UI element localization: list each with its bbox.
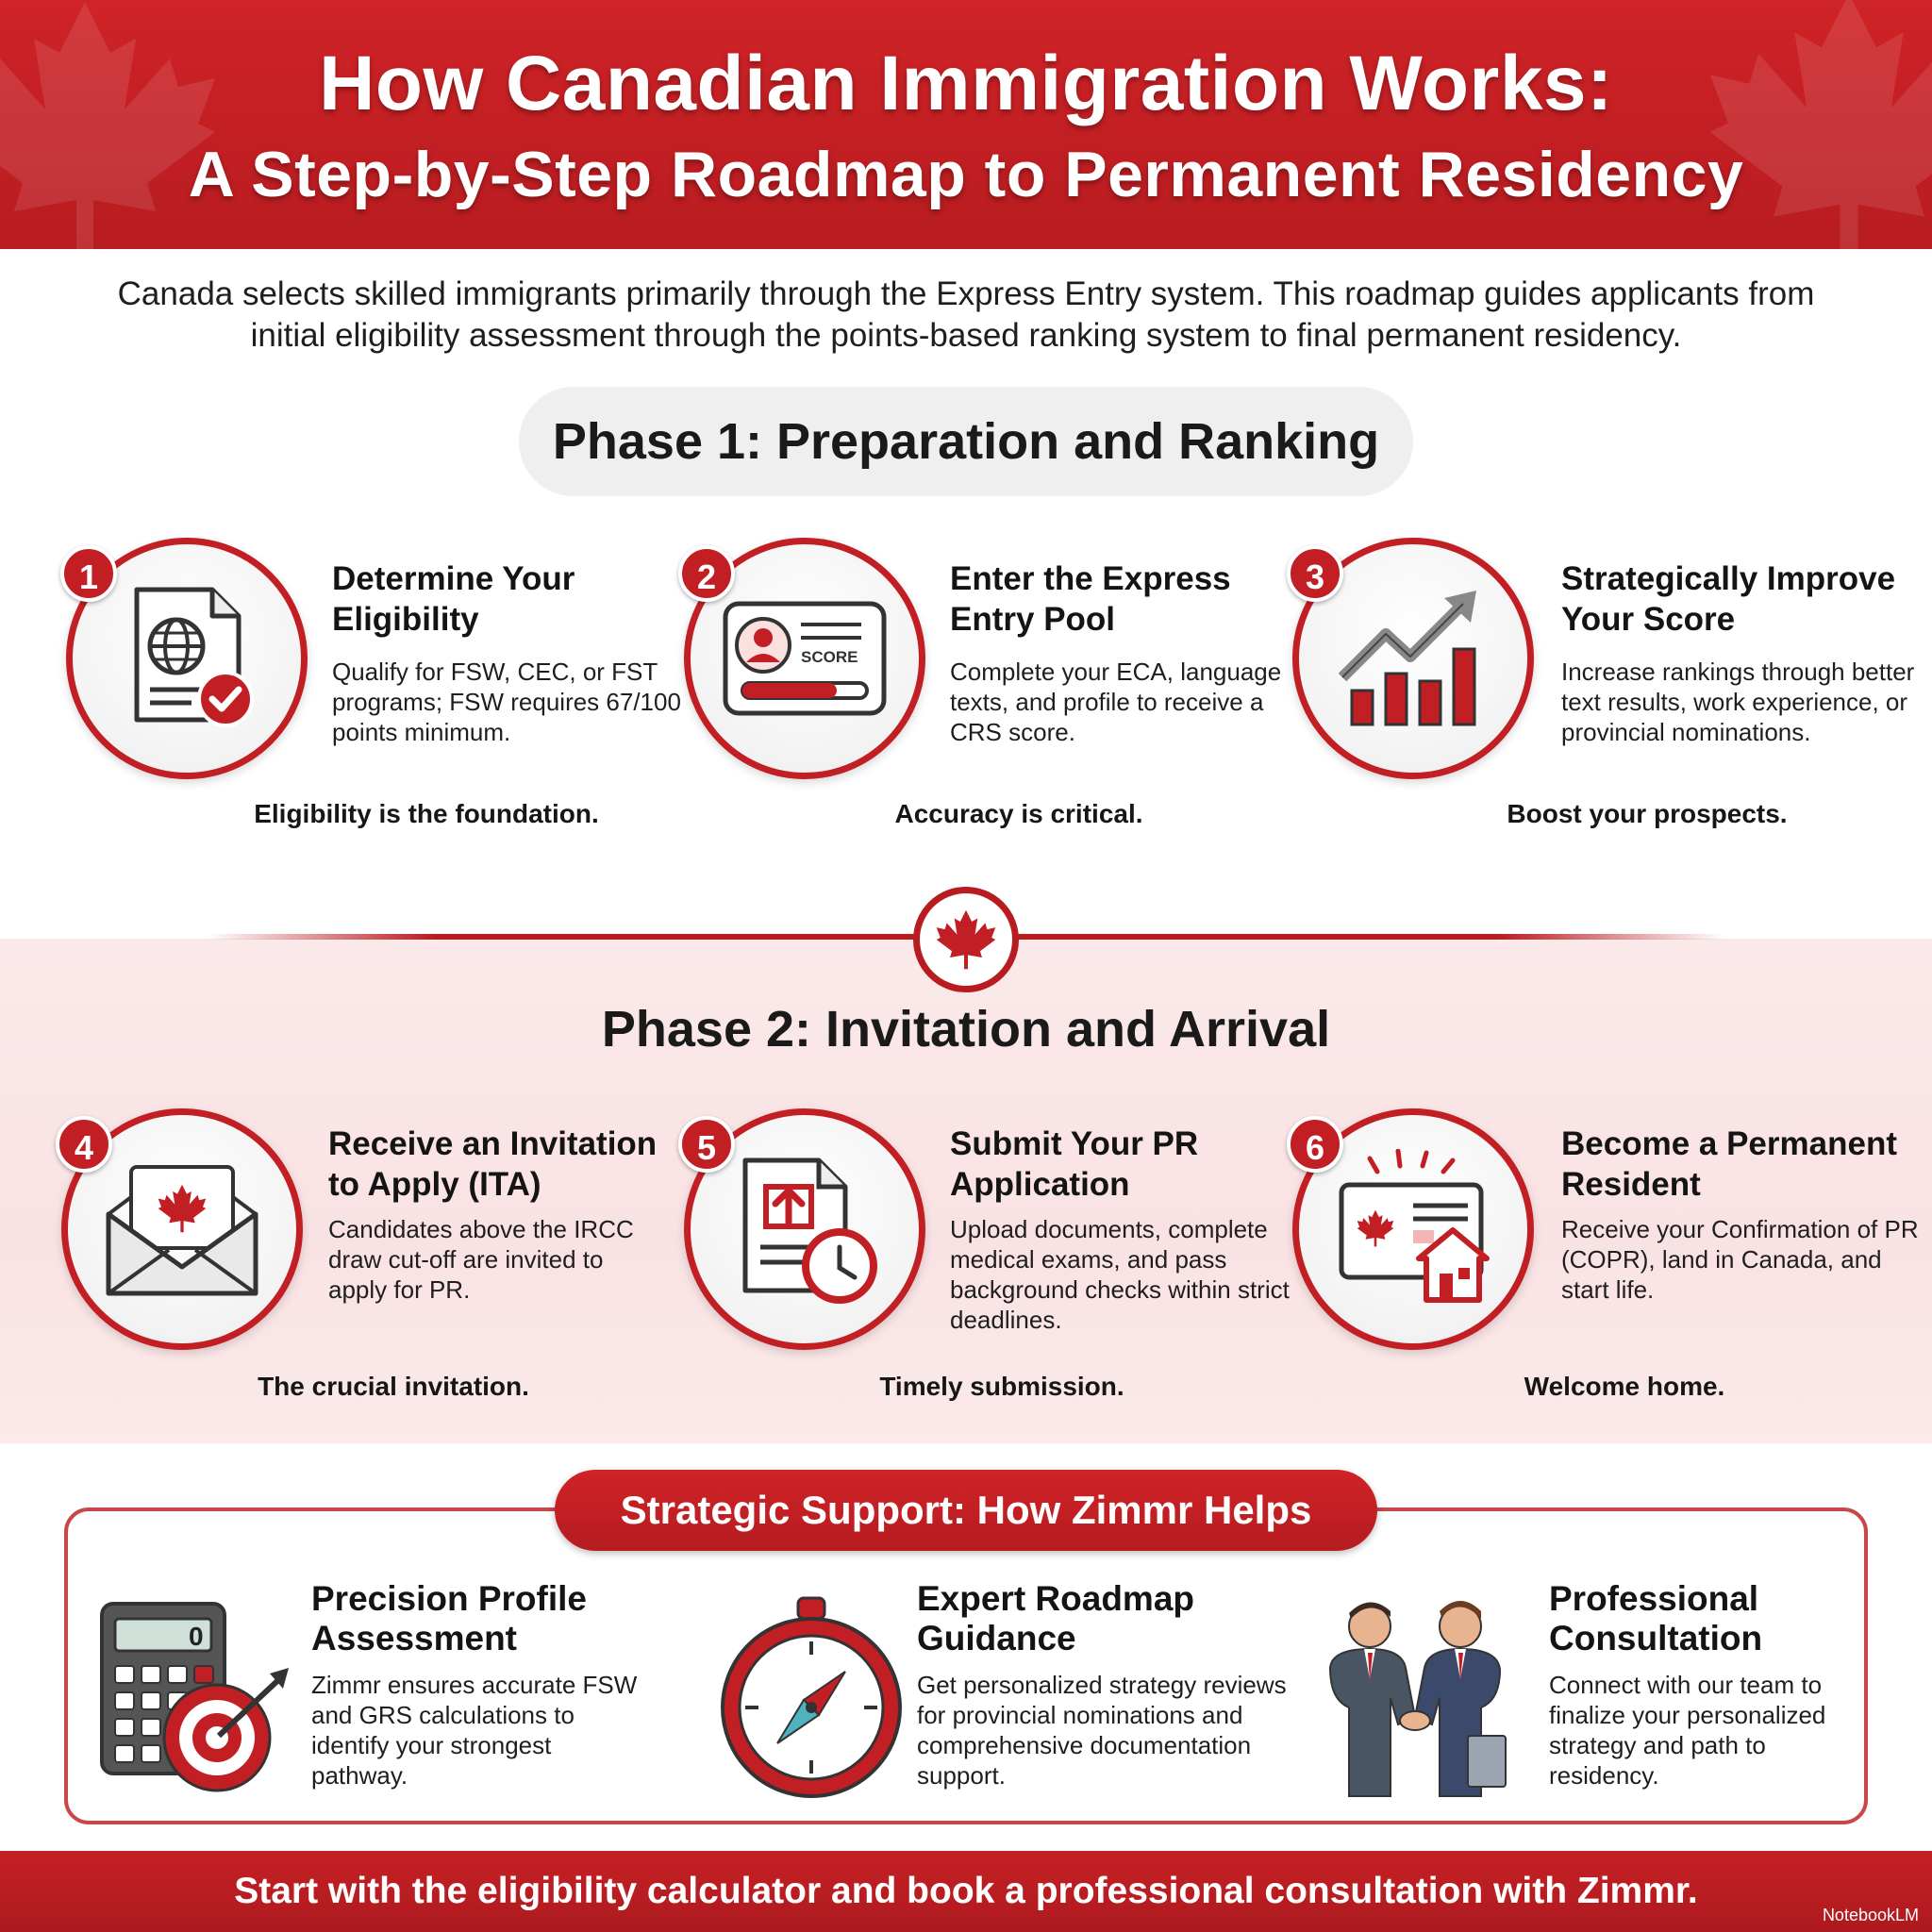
support-item-guidance xyxy=(698,1579,1287,1811)
step-description: Candidates above the IRCC draw cut-off are invited to apply for PR. xyxy=(328,1215,634,1304)
step-tagline: Accuracy is critical. xyxy=(894,799,1143,828)
page-subtitle: A Step-by-Step Roadmap to Permanent Residency xyxy=(188,139,1744,210)
document-upload-clock-icon xyxy=(724,1149,885,1309)
step-description: Receive your Confirmation of PR (COPR), land in Canada, and start life. xyxy=(1561,1215,1919,1304)
step-title: Receive an Invitation to Apply (ITA) xyxy=(328,1125,658,1203)
support-item-assessment xyxy=(94,1579,679,1811)
step-6 xyxy=(1292,1108,1919,1391)
support-item-title: Professional Consultation xyxy=(1549,1579,1763,1657)
maple-leaf-icon xyxy=(934,908,998,972)
step-number: 3 xyxy=(1287,545,1343,602)
step-number: 4 xyxy=(56,1116,112,1173)
step-title: Enter the Express Entry Pool xyxy=(950,560,1231,638)
support-item-description: Get personalized strategy reviews for provincial nominations and comprehensive documentation support. xyxy=(917,1671,1287,1790)
passport-globe-check-icon xyxy=(107,578,267,739)
handshake-icon xyxy=(1311,1594,1519,1802)
step-title: Determine Your Eligibility xyxy=(332,560,575,638)
footer-cta-banner xyxy=(0,1851,1932,1932)
step-title: Submit Your PR Application xyxy=(950,1125,1199,1203)
step-title: Strategically Improve Your Score xyxy=(1561,560,1896,638)
step-4 xyxy=(61,1108,684,1391)
step-tagline: Welcome home. xyxy=(1524,1372,1725,1401)
intro-text: Canada selects skilled immigrants primarily through the Express Entry system. This roadmap guides applicants from initial eligibility assessment through the points-based ranking system to final permanent residency. xyxy=(117,275,1815,354)
compass-icon xyxy=(708,1594,915,1802)
notebooklm-watermark: NotebookLM xyxy=(1822,1906,1919,1924)
step-number: 1 xyxy=(60,545,117,602)
support-item-consultation xyxy=(1311,1579,1896,1811)
phase1-title: Phase 1: Preparation and Ranking xyxy=(519,387,1413,496)
footer-cta-text: Start with the eligibility calculator and book a professional consultation with Zimmr. xyxy=(234,1871,1698,1911)
step-tagline: Eligibility is the foundation. xyxy=(254,799,599,828)
phase2-title: Phase 2: Invitation and Arrival xyxy=(601,1001,1331,1058)
calculator-display: 0 xyxy=(189,1622,204,1651)
step-description: Qualify for FSW, CEC, or FST programs; FSW requires 67/100 points minimum. xyxy=(332,658,681,746)
step-description: Upload documents, complete medical exams, and pass background checks within strict deadlines. xyxy=(950,1215,1290,1334)
step-tagline: Timely submission. xyxy=(879,1372,1124,1401)
support-item-description: Connect with our team to finalize your personalized strategy and path to residency. xyxy=(1549,1671,1826,1790)
calculator-target-icon xyxy=(94,1594,302,1802)
support-title: Strategic Support: How Zimmr Helps xyxy=(555,1470,1377,1551)
page-title: How Canadian Immigration Works: xyxy=(319,41,1613,126)
step-number: 5 xyxy=(678,1116,735,1173)
step-description: Complete your ECA, language texts, and profile to receive a CRS score. xyxy=(950,658,1282,746)
support-item-description: Zimmr ensures accurate FSW and GRS calculations to identify your strongest pathway. xyxy=(311,1671,638,1790)
pr-card-house-icon xyxy=(1328,1149,1498,1309)
step-5 xyxy=(684,1108,1307,1391)
divider-badge xyxy=(913,887,1019,992)
support-item-title: Precision Profile Assessment xyxy=(311,1579,587,1657)
header-banner xyxy=(0,0,1932,249)
rising-bar-chart-icon xyxy=(1333,583,1493,734)
step-3 xyxy=(1292,538,1915,821)
step-number: 6 xyxy=(1287,1116,1343,1173)
step-number: 2 xyxy=(678,545,735,602)
step-2 xyxy=(684,538,1307,821)
score-label: SCORE xyxy=(801,648,858,666)
support-item-title: Expert Roadmap Guidance xyxy=(917,1579,1195,1657)
step-description: Increase rankings through better text results, work experience, or provincial nominations. xyxy=(1561,658,1915,746)
profile-score-card-icon xyxy=(720,592,890,724)
step-tagline: Boost your prospects. xyxy=(1507,799,1788,828)
step-title: Become a Permanent Resident xyxy=(1561,1125,1897,1203)
step-tagline: The crucial invitation. xyxy=(258,1372,529,1401)
step-1 xyxy=(66,538,689,821)
envelope-maple-leaf-icon xyxy=(97,1154,267,1305)
